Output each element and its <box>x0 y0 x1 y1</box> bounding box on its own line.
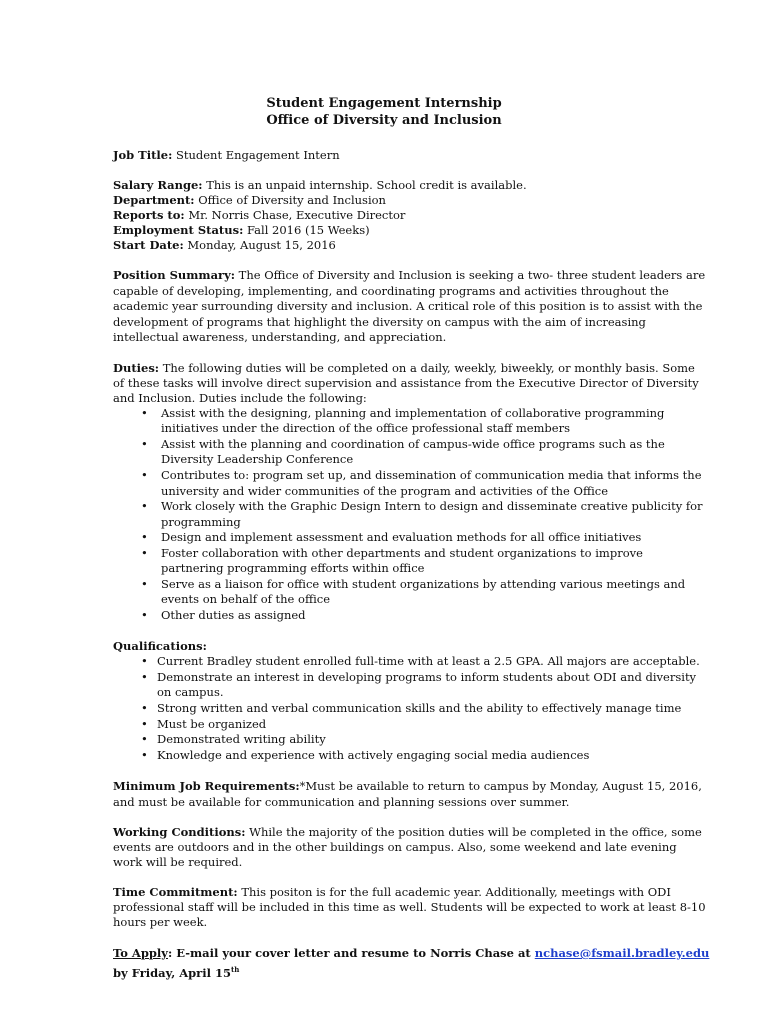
duties-line <box>113 361 695 376</box>
bullet-glyph: • <box>141 717 148 731</box>
apply-line <box>113 946 710 961</box>
bullet-glyph: • <box>141 608 148 622</box>
bullet-glyph: • <box>141 654 148 668</box>
reports-line <box>113 208 673 223</box>
bullet-glyph: • <box>141 406 148 420</box>
summary-line: development of programs that highlight the diversity on campus with the aim of increasing <box>113 315 646 329</box>
duty-item: Work closely with the Graphic Design Intern to design and disseminate creative publicity for <box>161 499 703 513</box>
document-subtitle: Office of Diversity and Inclusion <box>266 113 502 128</box>
duties-line: of these tasks will involve direct supervision and assistance from the Executive Director of Diversity <box>113 376 699 390</box>
summary-line: intellectual awareness, understanding, and appreciation. <box>113 330 447 344</box>
apply-text: : E-mail your cover letter and resume to Norris Chase at <box>167 946 535 960</box>
reports-value: Mr. Norris Chase, Executive Director <box>184 208 406 222</box>
duty-item: initiatives under the direction of the office professional staff members <box>161 421 570 435</box>
qualification-item: Knowledge and experience with actively engaging social media audiences <box>157 748 590 762</box>
bullet-glyph: • <box>141 670 148 684</box>
bullet-glyph: • <box>141 468 148 482</box>
bullet-glyph: • <box>141 530 148 544</box>
duty-item: events on behalf of the office <box>161 592 331 606</box>
job-title-line <box>113 148 673 163</box>
apply-deadline <box>113 962 673 981</box>
conditions-line: events are outdoors and in the other buildings on campus. Also, some weekend and late evening <box>113 840 677 854</box>
commitment-line <box>113 885 673 900</box>
duty-item: partnering programming efforts within office <box>161 561 425 575</box>
duty-item: Diversity Leadership Conference <box>161 452 354 466</box>
conditions-line: work will be required. <box>113 855 243 869</box>
duty-item: Design and implement assessment and evaluation methods for all office initiatives <box>161 530 642 544</box>
status-label: Employment Status: <box>113 223 244 237</box>
qualification-item: Current Bradley student enrolled full-time with at least a 2.5 GPA. All majors are acceptable. <box>157 654 700 668</box>
qualification-item: Demonstrated writing ability <box>157 732 326 746</box>
summary-line: capable of developing, implementing, and coordinating programs and activities throughout the <box>113 284 669 298</box>
duty-item: Other duties as assigned <box>161 608 306 622</box>
salary-label: Salary Range: <box>113 178 203 192</box>
start-date-line <box>113 238 673 253</box>
commitment-line: professional staff will be included in this time as well. Students will be expected to work at least 8-10 <box>113 900 706 914</box>
requirements-line <box>113 779 702 794</box>
conditions-label: Working Conditions: <box>113 825 246 839</box>
status-value: Fall 2016 (15 Weeks) <box>243 223 370 237</box>
duty-item: Serve as a liaison for office with student organizations by attending various meetings and <box>161 577 686 591</box>
qualification-item: Strong written and verbal communication skills and the ability to effectively manage time <box>157 701 682 715</box>
bullet-glyph: • <box>141 546 148 560</box>
status-line <box>113 223 673 238</box>
bullet-glyph: • <box>141 732 148 746</box>
bullet-glyph: • <box>141 701 148 715</box>
duty-item: Contributes to: program set up, and dissemination of communication media that informs the <box>161 468 702 482</box>
summary-line: academic year surrounding diversity and inclusion. A critical role of this position is to assist with the <box>113 299 703 313</box>
qualification-item: Demonstrate an interest in developing programs to inform students about ODI and diversity <box>157 670 697 684</box>
deadline-text: by Friday, April 15 <box>113 965 231 980</box>
department-label: Department: <box>113 193 195 207</box>
duty-item: Foster collaboration with other departments and student organizations to improve <box>161 546 643 560</box>
duty-item: Assist with the designing, planning and implementation of collaborative programming <box>161 406 665 420</box>
summary-text: The Office of Diversity and Inclusion is seeking a two- three student leaders are <box>235 268 706 282</box>
department-line <box>113 193 673 208</box>
document-title: Student Engagement Internship <box>266 96 502 111</box>
duty-item: university and wider communities of the program and activities of the Office <box>161 484 609 498</box>
qualification-item: Must be organized <box>157 717 267 731</box>
bullet-glyph: • <box>141 499 148 513</box>
duties-line: and Inclusion. Duties include the following: <box>113 391 367 405</box>
requirements-text: *Must be available to return to campus by Monday, August 15, 2016, <box>299 779 702 793</box>
salary-value: This is an unpaid internship. School credit is available. <box>202 178 527 192</box>
summary-line <box>113 268 706 283</box>
commitment-line: hours per week. <box>113 915 208 929</box>
reports-label: Reports to: <box>113 208 185 222</box>
requirements-label: Minimum Job Requirements: <box>113 779 300 793</box>
department-value: Office of Diversity and Inclusion <box>194 193 386 207</box>
salary-line <box>113 178 673 193</box>
start-date-value: Monday, August 15, 2016 <box>183 238 336 252</box>
bullet-glyph: • <box>141 437 148 451</box>
commitment-label: Time Commitment: <box>113 885 238 899</box>
conditions-line <box>113 825 702 840</box>
duty-item: programming <box>161 515 241 529</box>
bullet-glyph: • <box>141 748 148 762</box>
email-link[interactable]: nchase@fsmail.bradley.edu <box>534 946 710 960</box>
job-title-value: Student Engagement Intern <box>172 148 340 162</box>
duty-item: Assist with the planning and coordination of campus-wide office programs such as the <box>161 437 665 451</box>
start-date-label: Start Date: <box>113 238 184 252</box>
summary-label: Position Summary: <box>113 268 236 282</box>
deadline-suffix: th <box>230 965 240 974</box>
qualifications-label: Qualifications: <box>113 639 207 653</box>
requirements-line: and must be available for communication and planning sessions over summer. <box>113 795 570 809</box>
qualification-item: on campus. <box>157 685 224 699</box>
commitment-text: This positon is for the full academic year. Additionally, meetings with ODI <box>237 885 671 899</box>
job-title-label: Job Title: <box>113 148 173 162</box>
conditions-text: While the majority of the position duties will be completed in the office, some <box>245 825 702 839</box>
bullet-glyph: • <box>141 577 148 591</box>
apply-label: To Apply <box>113 946 168 960</box>
duties-text: The following duties will be completed on a daily, weekly, biweekly, or monthly basis. Some <box>159 361 695 375</box>
duties-label: Duties: <box>113 361 160 375</box>
